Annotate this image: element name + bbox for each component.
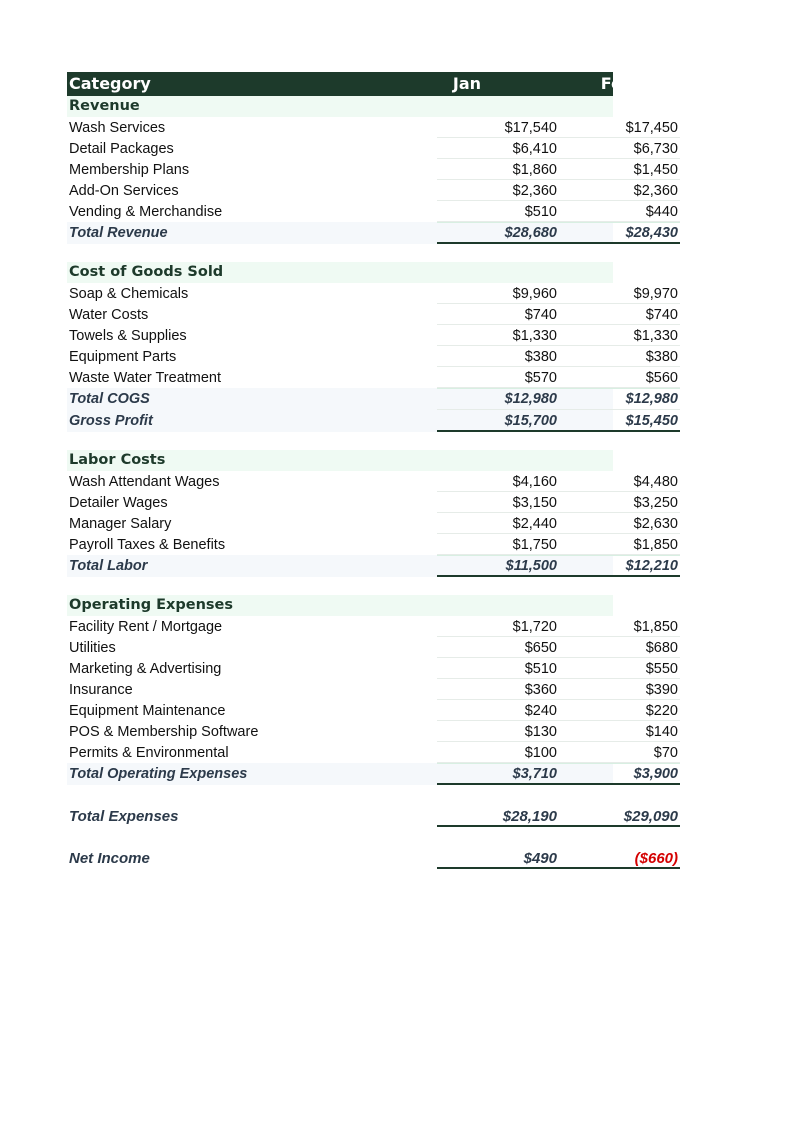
feb-value: $380 [645, 349, 678, 365]
jan-value: $11,500 [505, 558, 557, 574]
feb-value: $15,450 [625, 413, 678, 429]
jan-value: $1,750 [512, 537, 557, 553]
jan-value: $740 [524, 307, 557, 323]
jan-value: $510 [524, 661, 557, 677]
row-label: Permits & Environmental [69, 745, 229, 761]
table-row [67, 616, 678, 637]
jan-value: $380 [524, 349, 557, 365]
table-row [67, 700, 678, 721]
gross-profit-row [67, 410, 678, 432]
table-row [67, 742, 678, 763]
row-label: Manager Salary [69, 516, 172, 532]
feb-value: $6,730 [633, 141, 678, 157]
jan-value: $130 [524, 724, 557, 740]
row-label: Equipment Maintenance [69, 703, 226, 719]
feb-value: $12,980 [625, 391, 678, 407]
jan-value: $4,160 [512, 474, 557, 490]
feb-value: $140 [645, 724, 678, 740]
feb-value: $550 [645, 661, 678, 677]
table-row [67, 679, 678, 700]
total-expenses-row [67, 805, 678, 827]
row-label: Membership Plans [69, 162, 190, 178]
table-row [67, 492, 678, 513]
feb-value: $1,850 [633, 537, 678, 553]
total-operating-expenses-row [67, 763, 678, 785]
section-title: Revenue [69, 98, 140, 114]
jan-value: $490 [523, 850, 557, 867]
feb-value: $29,090 [623, 808, 678, 825]
jan-value: $2,440 [512, 516, 557, 532]
row-label: Gross Profit [69, 413, 153, 429]
feb-value: $560 [645, 370, 678, 386]
jan-value: $6,410 [512, 141, 557, 157]
total-cogs-row [67, 388, 678, 410]
total-labor-row [67, 555, 678, 577]
feb-value: $740 [645, 307, 678, 323]
row-label: Facility Rent / Mortgage [69, 619, 223, 635]
jan-value: $570 [524, 370, 557, 386]
table-row [67, 513, 678, 534]
row-label: Waste Water Treatment [69, 370, 222, 386]
jan-value: $3,150 [512, 495, 557, 511]
jan-value: $510 [524, 204, 557, 220]
feb-value: $3,250 [633, 495, 678, 511]
jan-value: $9,960 [512, 286, 557, 302]
section-title: Cost of Goods Sold [69, 264, 224, 280]
jan-value: $15,700 [504, 413, 557, 429]
table-row [67, 201, 678, 222]
feb-value: $3,900 [633, 766, 678, 782]
feb-value: $1,850 [633, 619, 678, 635]
feb-value: $2,360 [633, 183, 678, 199]
jan-value: $2,360 [512, 183, 557, 199]
jan-value: $1,330 [512, 328, 557, 344]
jan-value: $28,190 [502, 808, 557, 825]
row-label: Towels & Supplies [69, 328, 187, 344]
income-statement-table [67, 72, 678, 869]
section-cogs [67, 262, 613, 283]
feb-value: $17,450 [625, 120, 678, 136]
feb-value: $220 [645, 703, 678, 719]
table-row [67, 159, 678, 180]
header-category: Category [69, 74, 151, 93]
table-row [67, 117, 678, 138]
jan-value: $360 [524, 682, 557, 698]
row-label: Total Operating Expenses [69, 766, 248, 782]
jan-value: $3,710 [512, 766, 557, 782]
row-label: Total COGS [69, 391, 150, 407]
jan-value: $28,680 [504, 225, 557, 241]
row-label: Total Expenses [69, 808, 179, 825]
table-row [67, 471, 678, 492]
header-jan: Jan [452, 74, 482, 93]
feb-value: $9,970 [633, 286, 678, 302]
jan-value: $240 [524, 703, 557, 719]
total-revenue-row [67, 222, 678, 244]
section-title: Labor Costs [69, 452, 166, 468]
row-label: Soap & Chemicals [69, 286, 189, 302]
row-label: Net Income [69, 850, 150, 867]
row-label: Total Revenue [69, 225, 168, 241]
table-row [67, 180, 678, 201]
feb-value: $1,330 [633, 328, 678, 344]
net-income-row [67, 847, 678, 869]
feb-value: $680 [645, 640, 678, 656]
feb-value: $12,210 [625, 558, 678, 574]
section-labor [67, 450, 613, 471]
table-row [67, 637, 678, 658]
header-feb: Feb [600, 74, 634, 93]
table-row [67, 346, 678, 367]
table-row [67, 658, 678, 679]
table-row [67, 304, 678, 325]
feb-value: $390 [645, 682, 678, 698]
row-label: Utilities [69, 640, 116, 656]
table-row [67, 283, 678, 304]
row-label: POS & Membership Software [69, 724, 259, 740]
jan-value: $1,860 [512, 162, 557, 178]
row-label: Total Labor [69, 558, 148, 574]
feb-value: $2,630 [633, 516, 678, 532]
jan-value: $17,540 [504, 120, 557, 136]
jan-value: $12,980 [504, 391, 557, 407]
feb-value-negative: ($660) [634, 850, 678, 867]
jan-value: $1,720 [512, 619, 557, 635]
table-row [67, 534, 678, 555]
row-label: Payroll Taxes & Benefits [69, 537, 226, 553]
row-label: Vending & Merchandise [69, 204, 223, 220]
row-label: Marketing & Advertising [69, 661, 222, 677]
section-revenue [67, 96, 613, 117]
row-label: Insurance [69, 682, 133, 698]
row-label: Water Costs [69, 307, 149, 323]
table-row [67, 325, 678, 346]
row-label: Detailer Wages [69, 495, 168, 511]
row-label: Wash Attendant Wages [69, 474, 220, 490]
row-label: Detail Packages [69, 141, 174, 157]
row-label: Equipment Parts [69, 349, 177, 365]
feb-value: $28,430 [625, 225, 678, 241]
jan-value: $650 [524, 640, 557, 656]
feb-value: $4,480 [633, 474, 678, 490]
table-header-row [67, 72, 634, 96]
section-operating-expenses [67, 595, 613, 616]
row-label: Wash Services [69, 120, 166, 136]
table-row [67, 721, 678, 742]
feb-value: $440 [645, 204, 678, 220]
table-row [67, 138, 678, 159]
feb-value: $1,450 [633, 162, 678, 178]
table-row [67, 367, 678, 388]
section-title: Operating Expenses [69, 597, 234, 613]
row-label: Add-On Services [69, 183, 179, 199]
feb-value: $70 [653, 745, 678, 761]
jan-value: $100 [524, 745, 557, 761]
